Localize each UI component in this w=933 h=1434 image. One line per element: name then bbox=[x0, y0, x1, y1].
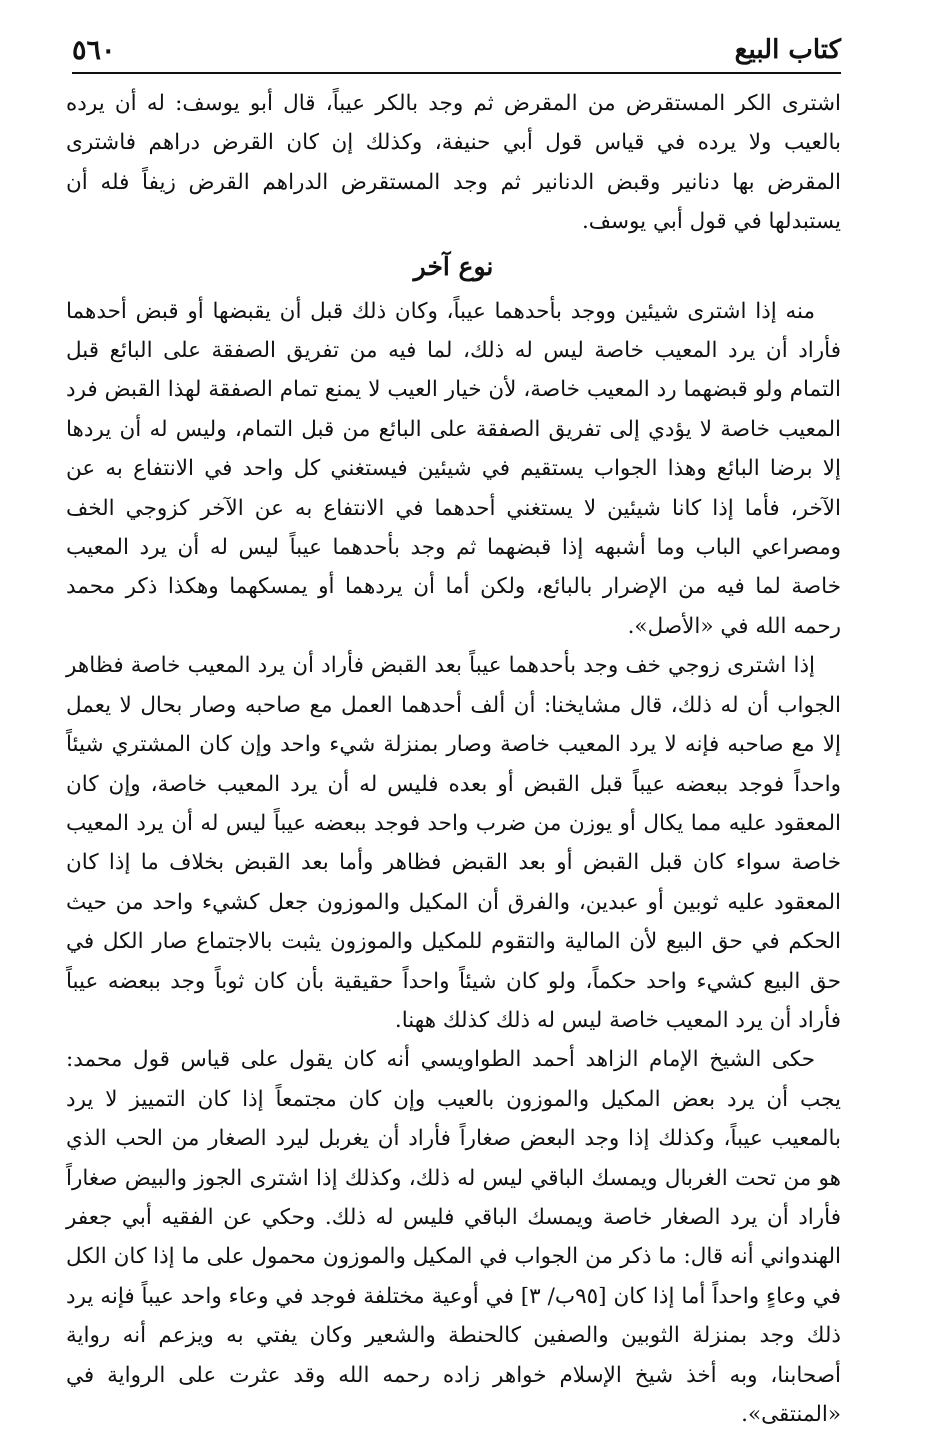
page-number: ٥٦٠ bbox=[72, 34, 116, 66]
body-paragraph: منه إذا اشترى شيئين ووجد بأحدهما عيباً، وكان ذلك قبل أن يقبضها أو قبض أحدهما فأراد أن يرد المعيب خاصة ليس له ذلك، لما فيه من تفريق الصفقة على البائع قبل التمام ولو قبضهما رد المعيب خاصة، لأن خيار العيب لا يمنع تمام الصفقة لهذا القبض فرد المعيب خاصة لا يؤدي إلى تفريق الصفقة على البائع من قبل التمام، وليس له أن يردها إلا برضا البائع وهذا الجواب يستقيم في شيئين فيستغني كل واحد في الانتفاع به عن الآخر، فأما إذا كانا شيئين لا يستغني أحدهما في الانتفاع به عن الآخر كزوجي الخف ومصراعي الباب وما أشبهه إذا قبضهما ثم وجد بأحدهما عيباً ليس له أن يرد المعيب خاصة لما فيه من الإضرار بالبائع، ولكن أما أن يردهما أو يمسكهما وهكذا ذكر محمد رحمه الله في «الأصل». bbox=[66, 298, 841, 639]
body-paragraph: إذا اشترى زوجي خف وجد بأحدهما عيباً بعد القبض فأراد أن يرد المعيب خاصة فظاهر الجواب أن له ذلك، قال مشايخنا: أن ألف أحدهما العمل مع صاحبه وصار بحال لا يعمل إلا مع صاحبه فإنه لا يرد المعيب خاصة وصار بمنزلة شيء واحد وإن كان المشتري شيئاً واحداً فوجد ببعضه عيباً قبل القبض أو بعده فليس له أن يرد المعيب خاصة، وإن كان المعقود عليه مما يكال أو يوزن من ضرب واحد فوجد ببعضه عيباً ليس له أن يرد المعيب خاصة سواء كان قبل القبض أو بعد القبض فظاهر وأما بعد القبض بخلاف ما إذا كان المعقود عليه ثوبين أو عبدين، والفرق أن المكيل والموزون جعل كشيء واحد من حيث الحكم في حق البيع لأن المالية والتقوم للمكيل والموزون يثبت بالاجتماع صار الكل في حق البيع كشيء واحد حكماً، ولو كان شيئاً واحداً حقيقية بأن كان ثوباً وجد ببعضه عيباً فأراد أن يرد المعيب خاصة ليس له ذلك كذلك ههنا. bbox=[66, 653, 841, 1033]
running-header bbox=[72, 28, 841, 74]
body-paragraph: حكى الشيخ الإمام الزاهد أحمد الطواويسي أنه كان يقول على قياس قول محمد: يجب أن يرد بعض المكيل والموزون بالعيب وإن كان مجتمعاً إذا كان التمييز لا يرد بالمعيب عيباً، وكذلك إذا وجد البعض صغاراً فأراد أن يغربل ليرد الصغار من الحب الذي هو من تحت الغربال ويمسك الباقي ليس له ذلك، وكذلك إذا اشترى الجوز والبيض صغاراً فأراد أن يرد الصغار خاصة ويمسك الباقي فليس له ذلك. وحكي عن الفقيه أبي جعفر الهندواني أنه قال: ما ذكر من الجواب في المكيل والموزون محمول على ما إذا كان الكل في وعاءٍ واحداً أما إذا كان [٩٥ب/ ٣] في أوعية مختلفة فوجد في وعاء واحد عيباً فإنه يرد ذلك وجد بمنزلة الثوبين والصفين كالحنطة والشعير وكان يفتي به ويزعم أنه رواية أصحابنا، وبه أخذ شيخ الإسلام خواهر زاده رحمه الله وقد عثرت على الرواية في «المنتقى». bbox=[66, 1047, 841, 1427]
section-heading: نوع آخر bbox=[413, 251, 494, 281]
book-title: كتاب البيع bbox=[734, 35, 841, 65]
page-body bbox=[66, 84, 841, 1434]
intro-paragraph: اشترى الكر المستقرض من المقرض ثم وجد بالكر عيباً، قال أبو يوسف: له أن يرده بالعيب ولا يرده في قياس قول أبي حنيفة، وكذلك إن كان القرض دراهم فاشترى المقرض بها دنانير وقبض الدنانير ثم وجد المستقرض الدراهم القرض زيفاً فله أن يستبدلها في قول أبي يوسف. bbox=[66, 91, 841, 235]
